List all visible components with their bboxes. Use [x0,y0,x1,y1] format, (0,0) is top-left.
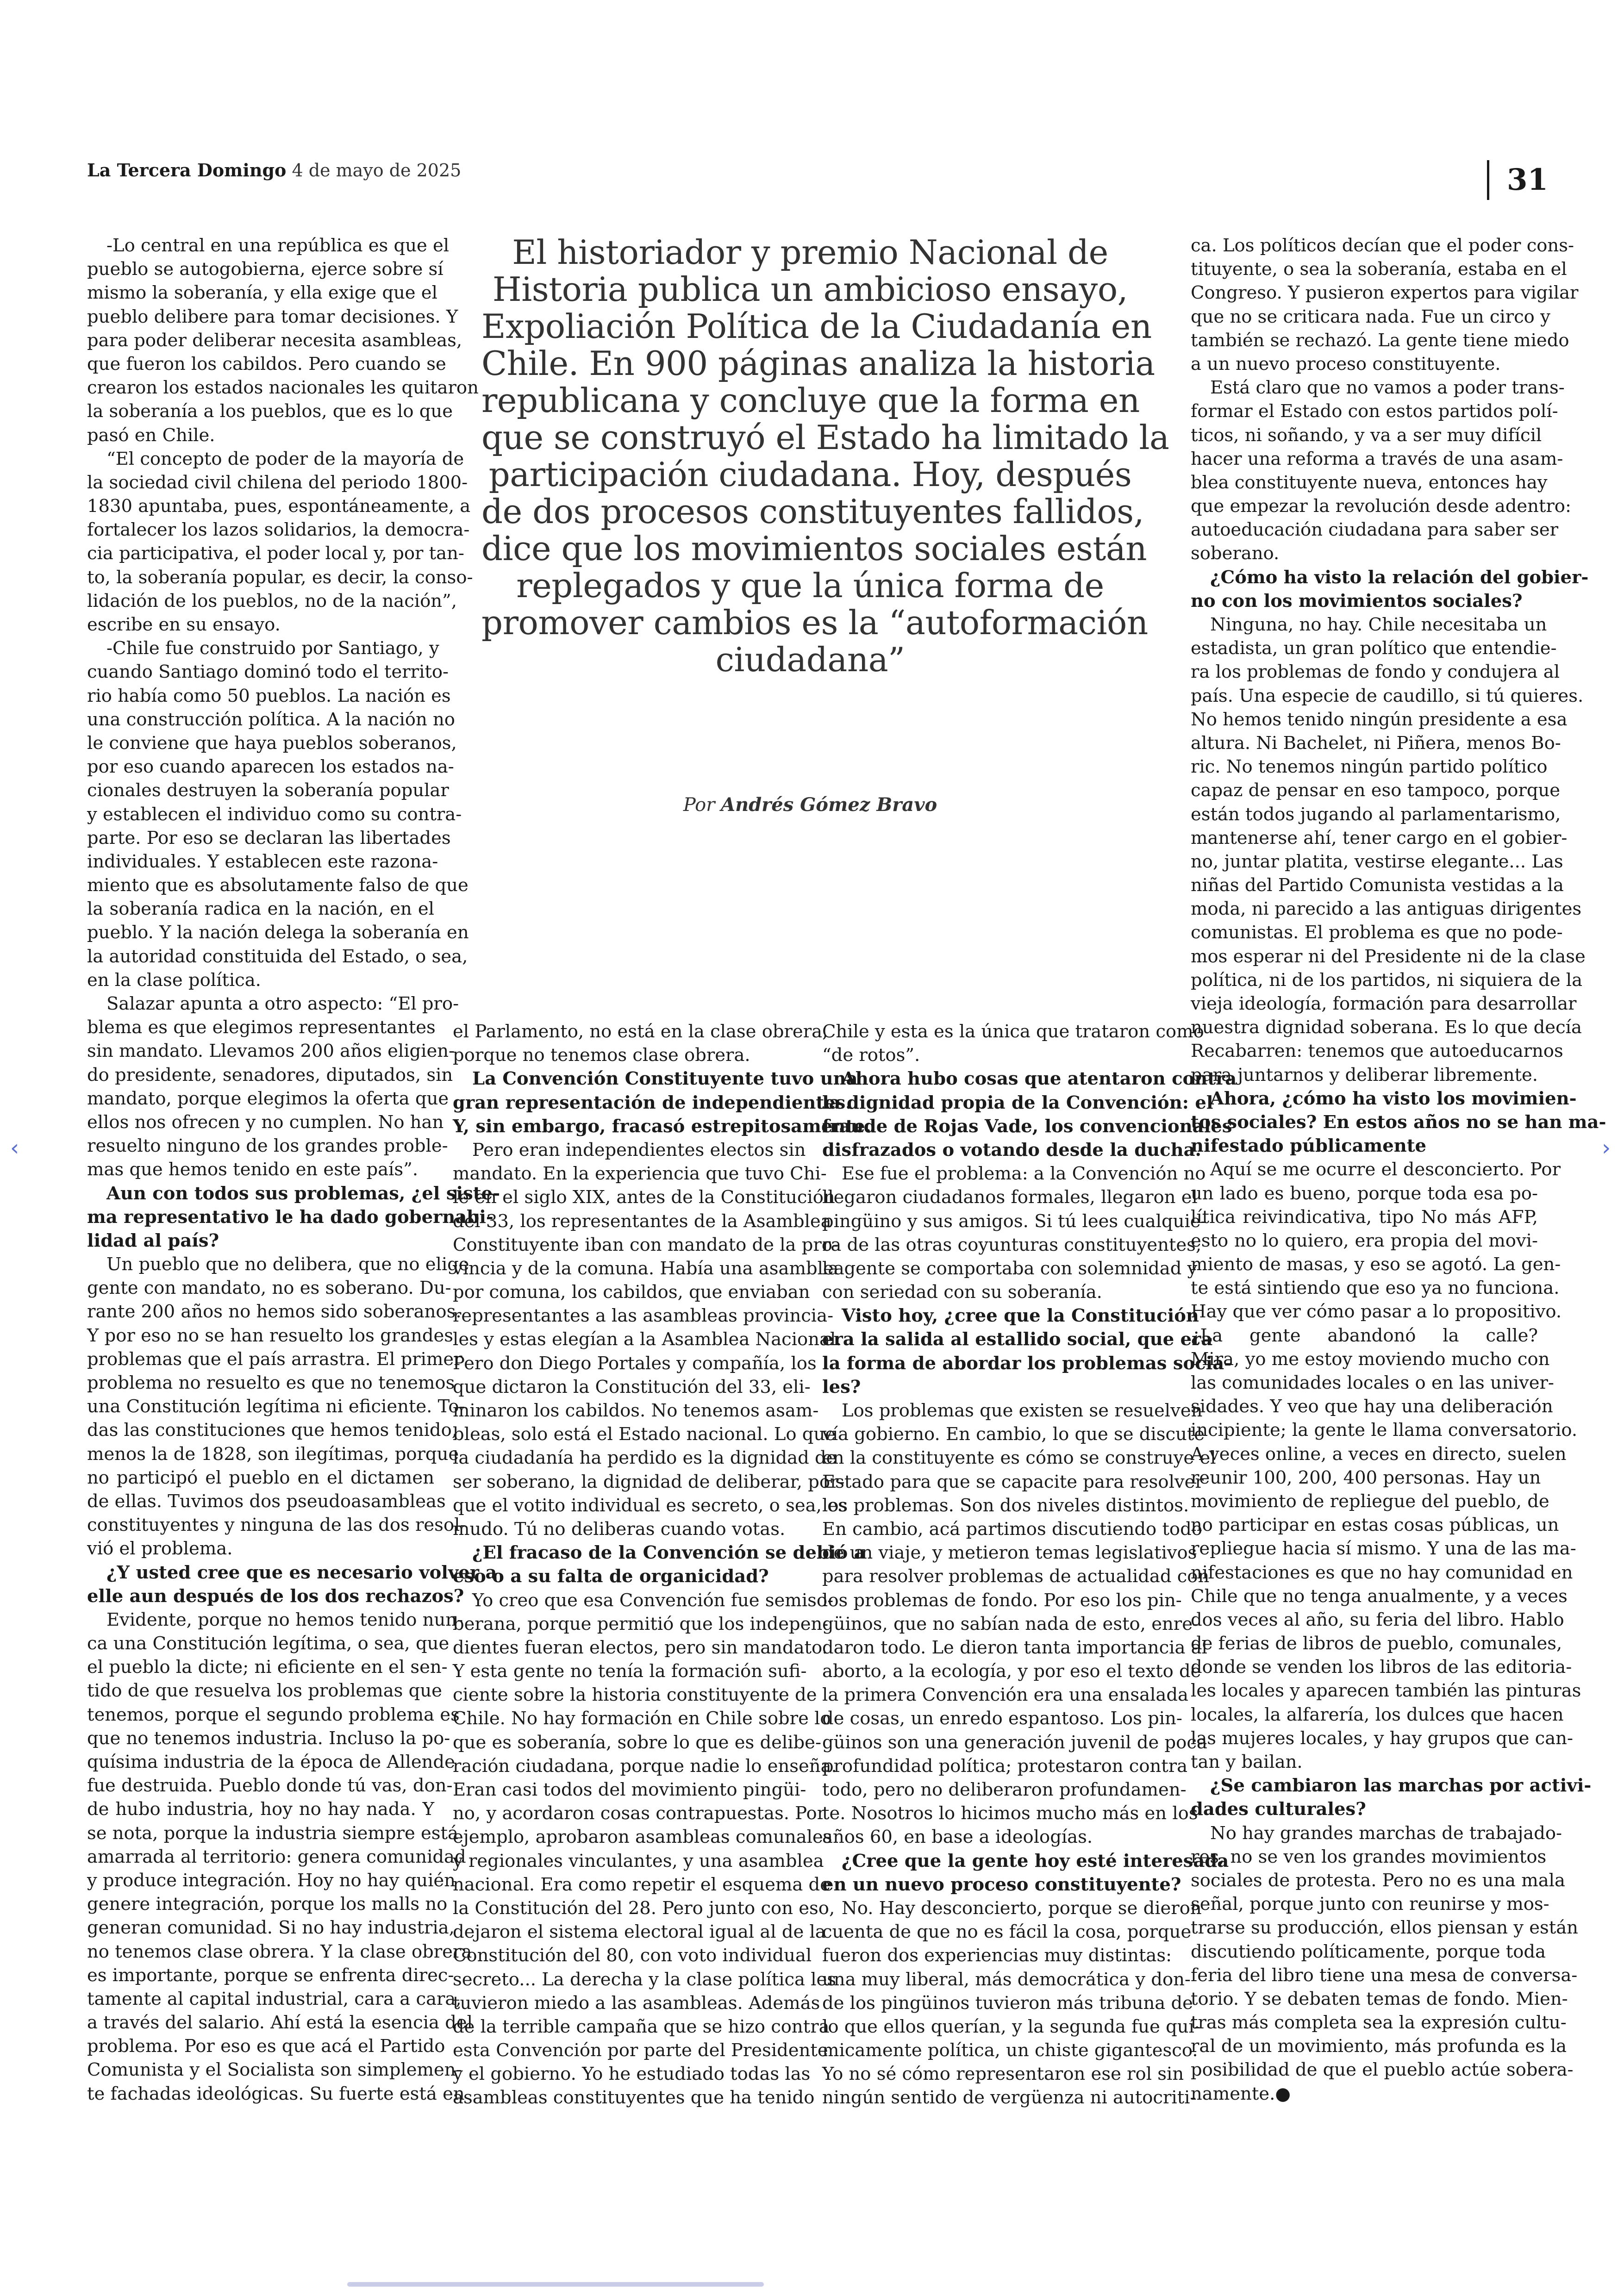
body-text-line: y regionales vinculantes, y una asamblea [453,1850,824,1871]
body-text-line: todo, pero no deliberaron profundamen- [822,1779,1187,1800]
body-text-line: No. Hay desconcierto, porque se dieron [842,1897,1202,1919]
body-text-line: Está claro que no vamos a poder trans- [1210,377,1565,399]
body-text-line: namente.● [1191,2083,1291,2104]
body-text-line: los problemas. Son dos niveles distintos. [822,1495,1189,1516]
body-text-line: y el gobierno. Yo he estudiado todas las [453,2064,811,2085]
interview-question-line: les? [822,1376,861,1397]
body-text-line: el Parlamento, no está en la clase obrera, [453,1021,828,1042]
body-text-line: locales, la alfarería, los dulces que hacen [1191,1704,1564,1725]
deck-line: participación ciudadana. Hoy, después [488,455,1132,494]
body-text-line: la Constitución del 28. Pero junto con eso, [453,1897,835,1919]
body-text-line: se nota, porque la industria siempre está [87,1822,458,1844]
body-text-line: fueron dos experiencias muy distintas: [822,1945,1172,1966]
body-text-line: menos la de 1828, son ilegítimas, porque [87,1443,459,1465]
body-text-line: ¿La gente abandonó la calle? [1191,1325,1538,1346]
interview-question-line: Visto hoy, ¿cree que la Constitución [842,1305,1199,1327]
body-text-line: una muy liberal, más democrática y don- [822,1969,1191,1990]
interview-question-line: elle aun después de los dos rechazos? [87,1585,464,1607]
body-text-line: to, la soberanía popular, es decir, la conso- [87,567,473,588]
body-text-line: pueblo delibere para tomar decisiones. Y [87,306,458,327]
body-text-line: Yo creo que esa Convención fue semiso- [472,1590,834,1611]
body-text-line: dientes fueran electos, pero sin mandato. [453,1637,828,1658]
interview-question-line: eso o a su falta de organicidad? [453,1566,769,1587]
page-header [87,160,461,181]
byline-author: Andrés Gómez Bravo [721,794,937,816]
body-text-line: la ciudadanía ha perdido es la dignidad de [453,1447,837,1469]
body-text-line: Mira, yo me estoy moviendo mucho con [1191,1348,1550,1370]
body-text-line: no participar en estas cosas públicas, un [1191,1515,1559,1536]
body-text-line: formar el Estado con estos partidos polí- [1191,401,1558,422]
body-text-line: un lado es bueno, porque toda esa po- [1191,1183,1538,1204]
body-text-line: pingüino y sus amigos. Si tú lees cualquie- [822,1210,1207,1232]
body-text-line: política, ni de los partidos, ni siquiera de la [1191,969,1583,991]
body-text-line: Un pueblo que no delibera, que no elige [106,1254,469,1275]
body-text-line: trarse su producción, ellos piensan y están [1191,1917,1578,1939]
body-text-line: secreto... La derecha y la clase política les [453,1969,837,1990]
body-text-line: sidades. Y veo que hay una deliberación [1191,1396,1553,1417]
body-text-line: no tenemos clase obrera. Y la clase obrera [87,1941,472,1962]
body-text-line: Constitución del 80, con voto individual [453,1945,812,1966]
body-text-line: Eran casi todos del movimiento pingüi- [453,1779,806,1800]
deck-line: Historia publica un ambicioso ensayo, [492,270,1128,309]
body-text-line: los problemas de fondo. Por eso los pin- [822,1590,1182,1611]
body-text-line: llegaron ciudadanos formales, llegaron el [822,1187,1198,1208]
body-text-line: “El concepto de poder de la mayoría de [106,448,464,469]
body-text-line: Estado para que se capacite para resolver [822,1471,1204,1492]
body-text-line: lidación de los pueblos, no de la nación”, [87,590,457,611]
body-text-line: a través del salario. Ahí está la esencia del [87,2012,473,2033]
body-text-line: comunistas. El problema es que no pode- [1191,922,1563,943]
interview-question-line: La Convención Constituyente tuvo una [472,1068,858,1090]
interview-question-line: disfrazados o votando desde la ducha. [822,1139,1201,1160]
body-text-line: de la terrible campaña que se hizo contra [453,2016,830,2037]
body-text-line: y produce integración. Hoy no hay quién [87,1870,456,1891]
body-text-line: mandato. En la experiencia que tuvo Chi- [453,1163,827,1185]
body-text-line: niñas del Partido Comunista vestidas a la [1191,875,1564,896]
body-text-line: nacional. Era como repetir el esquema de [453,1874,831,1895]
body-text-line: tuvieron miedo a las asambleas. Además [453,1992,820,2014]
body-text-line: discutiendo políticamente, porque toda [1191,1941,1546,1962]
interview-question-line: era la salida al estallido social, que era [822,1329,1213,1350]
body-text-line: vincia y de la comuna. Había una asamblea [453,1258,844,1279]
body-text-line: la soberanía radica en la nación, en el [87,898,434,920]
body-text-line: para juntarnos y deliberar libremente. [1191,1064,1538,1085]
body-text-line: Constituyente iban con mandato de la pro- [453,1234,838,1255]
body-text-line: problema. Por eso es que acá el Partido [87,2036,445,2057]
body-text-line: sociales de protesta. Pero no es una mala [1191,1870,1565,1891]
body-text-line: que no se criticara nada. Fue un circo y [1191,306,1550,327]
body-text-line: mos esperar ni del Presidente ni de la clase [1191,946,1586,967]
body-text-line: tamente al capital industrial, cara a cara, [87,1988,462,2009]
interview-question-line: tos sociales? En estos años no se han ma- [1191,1111,1606,1133]
body-text-line: daron todo. Le dieron tanta importancia al [822,1637,1207,1658]
body-text-line: de ellas. Tuvimos dos pseudoasambleas [87,1491,446,1512]
deck-line: promover cambios es la “autoformación [481,603,1148,642]
body-text-line: profundidad política; protestaron contra [822,1755,1188,1777]
body-text-line: En cambio, acá partimos discutiendo todo [822,1518,1202,1540]
body-text-line: reunir 100, 200, 400 personas. Hay un [1191,1467,1541,1488]
body-text-line: que fueron los cabildos. Pero cuando se [87,353,446,374]
body-text-line: repliegue hacia sí mismo. Y una de las ma- [1191,1538,1576,1559]
interview-question-line: en un nuevo proceso constituyente? [822,1874,1181,1895]
body-text-line: tras más completa sea la expresión cultu- [1191,2012,1567,2033]
body-text-line: feria del libro tiene una mesa de conversa- [1191,1964,1578,1986]
body-text-line: una Constitución legítima ni eficiente. To- [87,1396,465,1417]
body-text-line: crearon los estados nacionales les quitaron [87,377,479,399]
body-text-line: Pero eran independientes electos sin [472,1139,806,1160]
body-text-line: moda, ni parecido a las antiguas dirigentes [1191,898,1582,920]
interview-question-line: nifestado públicamente [1191,1135,1427,1157]
body-text-line: Aquí se me ocurre el desconcierto. Por [1210,1159,1561,1180]
interview-question-line: ma representativo le ha dado gobernabi- [87,1206,493,1228]
body-text-line: tituyente, o sea la soberanía, estaba en el [1191,259,1567,280]
body-text-line: parte. Por eso se declaran las libertades [87,827,451,848]
body-text-line: torio. Y se debaten temas de fondo. Mien- [1191,1988,1568,2009]
body-text-line: constituyentes y ninguna de las dos resol- [87,1515,466,1536]
prev-page-icon[interactable]: ‹ [10,1135,19,1161]
body-text-line: Chile y esta es la única que trataron como [822,1021,1204,1042]
body-text-line: de ferias de libros de pueblo, comunales, [1191,1633,1562,1654]
body-text-line: soberano. [1191,543,1280,564]
body-text-line: Hay que ver cómo pasar a lo propositivo. [1191,1301,1562,1322]
body-text-line: Comunista y el Socialista son simplemen- [87,2059,462,2081]
body-text-line: Congreso. Y pusieron expertos para vigilar [1191,282,1579,304]
body-text-line: que es soberanía, sobre lo que es delibe- [453,1732,821,1753]
body-text-line: tido de que resuelva los problemas que [87,1680,442,1702]
body-text-line: te fachadas ideológicas. Su fuerte está en [87,2083,465,2104]
body-text-line: escribe en su ensayo. [87,614,281,635]
body-text-line: la sociedad civil chilena del periodo 1800- [87,472,468,493]
body-text-line: lo que ellos querían, y la segunda fue quí- [822,2016,1200,2037]
body-text-line: amarrada al territorio: genera comunidad [87,1846,466,1867]
body-text-line: Recabarren: tenemos que autoeducarnos [1191,1041,1563,1062]
body-text-line: generan comunidad. Si no hay industria, [87,1917,455,1939]
body-text-line: nuestra dignidad soberana. Es lo que decía [1191,1017,1582,1038]
body-text-line: A veces online, a veces en directo, suelen [1191,1443,1567,1465]
body-text-line: te. Nosotros lo hicimos mucho más en los [822,1803,1198,1824]
body-text-line: pasó en Chile. [87,424,215,446]
body-text-line: res, no se ven los grandes movimientos [1191,1846,1547,1867]
interview-question-line: ¿El fracaso de la Convención se debió a [472,1542,866,1564]
body-text-line: vió el problema. [87,1538,233,1559]
horizontal-scrollbar[interactable] [347,2282,764,2287]
body-text-line: nifestaciones es que no hay comunidad en [1191,1562,1573,1583]
article-column-1 [87,234,500,2106]
body-text-line: 1830 apuntaba, pues, espontáneamente, a [87,496,471,517]
body-text-line: rio había como 50 pueblos. La nación es [87,685,451,706]
body-text-line: quísima industria de la época de Allende [87,1752,455,1772]
body-text-line: para poder deliberar necesita asambleas, [87,330,462,351]
body-text-line: sin mandato. Llevamos 200 años eligien- [87,1041,455,1062]
body-text-line: en la clase política. [87,969,261,991]
body-text-line: de los pingüinos tuvieron más tribuna de [822,1992,1193,2014]
interview-question-line: ¿Y usted cree que es necesario volver a [106,1562,497,1583]
body-text-line: con seriedad con su soberanía. [822,1282,1102,1303]
body-text-line: esto no lo quiero, era propia del movi- [1191,1230,1538,1251]
body-text-line: ca. Los políticos decían que el poder cons- [1191,235,1574,256]
body-text-line: la primera Convención era una ensalada [822,1684,1188,1706]
interview-question-line: dades culturales? [1191,1799,1366,1820]
body-text-line: ser soberano, la dignidad de deliberar, por- [453,1471,845,1492]
body-text-line: lítica reivindicativa, tipo No más AFP, [1191,1206,1538,1228]
body-text-line: mismo la soberanía, y ella exige que el [87,282,437,304]
interview-question-line: ¿Cómo ha visto la relación del gobier- [1210,567,1589,588]
interview-question-line: lidad al país? [87,1230,219,1251]
interview-question-line: ¿Se cambiaron las marchas por activi- [1210,1775,1592,1796]
body-text-line: mantenerse ahí, tener cargo en el gobier- [1191,827,1568,848]
body-text-line: le conviene que haya pueblos soberanos, [87,732,457,754]
interview-question-line: gran representación de independientes. [453,1092,852,1113]
body-text-line: vía gobierno. En cambio, lo que se discute [822,1424,1205,1445]
body-text-line: incipiente; la gente le llama conversatorio. [1191,1420,1578,1441]
body-text-line: ración ciudadana, porque nadie lo enseña. [453,1755,837,1777]
body-text-line: ra de las otras coyunturas constituyentes, [822,1234,1202,1255]
body-text-line: ciente sobre la historia constituyente de [453,1684,817,1706]
body-text-line: le en el siglo XIX, antes de la Constitución [453,1187,835,1208]
body-text-line: les y estas elegían a la Asamblea Nacional. [453,1329,842,1350]
publication-name: La Tercera Domingo [87,160,287,181]
body-text-line: blea constituyente nueva, entonces hay [1191,472,1548,493]
deck-line: republicana y concluye que la forma en [481,381,1140,420]
deck-line: de dos procesos constituyentes fallidos, [481,492,1144,531]
body-text-line: las comunidades locales o en las univer- [1191,1372,1554,1393]
body-text-line: señal, porque junto con reunirse y mos- [1191,1894,1549,1915]
body-text-line: vieja ideología, formación para desarrollar [1191,993,1577,1014]
body-text-line: no, juntar platita, vestirse elegante... Las [1191,851,1563,872]
body-text-line: es importante, porque se enfrenta direc- [87,1964,454,1986]
body-text-line: movimiento de repliegue del pueblo, de [1191,1491,1549,1512]
body-text-line: -Chile fue construido por Santiago, y [106,638,439,659]
body-text-line: ca una Constitución legítima, o sea, que [87,1633,450,1654]
body-text-line: la gente se comportaba con solemnidad y [822,1258,1198,1279]
body-text-line: tan y bailan. [1191,1752,1303,1772]
body-text-line: miento que es absolutamente falso de que [87,875,468,896]
interview-question-line: no con los movimientos sociales? [1191,590,1523,611]
body-text-line: bleas, solo está el Estado nacional. Lo que [453,1424,836,1445]
deck-line: ciudadana” [715,640,905,679]
body-text-line: mudo. Tú no deliberas cuando votas. [453,1518,786,1540]
body-text-line: dejaron el sistema electoral igual al de la [453,1921,826,1943]
body-text-line: minaron los cabildos. No tenemos asam- [453,1400,819,1421]
body-text-line: berana, porque permitió que los indepen- [453,1613,829,1634]
body-text-line: Y esta gente no tenía la formación sufi- [453,1661,807,1682]
body-text-line: Chile que no tenga anualmente, y a veces [1191,1585,1568,1607]
body-text-line: años 60, en base a ideologías. [822,1827,1093,1848]
body-text-line: no, y acordaron cosas contrapuestas. Por [453,1803,826,1824]
publication-date: 4 de mayo de 2025 [292,160,462,181]
body-text-line: que dictaron la Constitución del 33, eli- [453,1376,811,1397]
body-text-line: de un viaje, y metieron temas legislativos [822,1542,1197,1564]
body-text-line: No hay grandes marchas de trabajado- [1210,1822,1562,1844]
body-text-line: capaz de pensar en eso tampoco, porque [1191,780,1561,801]
body-text-line: blema es que elegimos representantes [87,1017,436,1038]
body-text-line: resuelto ninguno de los grandes proble- [87,1135,448,1157]
body-text-line: a un nuevo proceso constituyente. [1191,353,1501,374]
body-text-line: No hemos tenido ningún presidente a esa [1191,709,1568,730]
body-text-line: pueblo. Y la nación delega la soberanía en [87,922,469,943]
body-text-line: individuales. Y establecen este razona- [87,851,438,872]
body-text-line: ric. No tenemos ningún partido político [1191,756,1548,778]
body-text-line: país. Una especie de caudillo, si tú quieres. [1191,685,1584,706]
body-text-line: altura. Ni Bachelet, ni Piñera, menos Bo- [1191,732,1561,754]
body-text-line: les locales y aparecen también las pinturas [1191,1680,1581,1702]
body-text-line: que empezar la revolución desde adentro: [1191,496,1571,517]
body-text-line: Evidente, porque no hemos tenido nun- [106,1609,463,1630]
body-text-line: rante 200 años no hemos sido soberanos. [87,1301,462,1322]
deck-line: Chile. En 900 páginas analiza la historia [481,344,1155,383]
body-text-line: mandato, porque elegimos la oferta que [87,1088,449,1109]
article-column-3 [822,1020,1237,2110]
body-text-line: ellos nos ofrecen y no cumplen. No han [87,1111,444,1133]
body-text-line: una construcción política. A la nación no [87,709,455,730]
interview-question-line: Y, sin embargo, fracasó estrepitosamente. [453,1116,872,1137]
deck-line: que se construyó el Estado ha limitado la [481,418,1169,457]
body-text-line: que no tenemos industria. Incluso la po- [87,1727,450,1749]
interview-question-line: Ahora, ¿cómo ha visto los movimien- [1210,1088,1577,1109]
body-text-line: das las constituciones que hemos tenido, [87,1420,457,1441]
body-text-line: porque no tenemos clase obrera. [453,1045,750,1066]
body-text-line: que el votito individual es secreto, o sea, es [453,1495,847,1516]
body-text-line: miento de masas, y eso se agotó. La gen- [1191,1254,1561,1275]
byline [481,794,1139,816]
deck-line: El historiador y premio Nacional de [512,233,1108,272]
body-text-line: Y por eso no se han resuelto los grandes [87,1325,454,1346]
body-text-line: posibilidad de que el pueblo actúe sobera- [1191,2059,1574,2081]
body-text-line: Chile. No hay formación en Chile sobre lo [453,1708,831,1729]
body-text-line: de hubo industria, hoy no hay nada. Y [87,1799,434,1820]
body-text-line: estadista, un gran político que entendie- [1191,638,1557,659]
body-text-line: representantes a las asambleas provincia- [453,1305,834,1327]
body-text-line: cuenta de que no es fácil la cosa, porque [822,1921,1192,1943]
body-text-line: tenemos, porque el segundo problema es [87,1704,460,1725]
body-text-line: del 33, los representantes de la Asamblea [453,1210,831,1232]
body-text-line: cia participativa, el poder local y, por tan- [87,543,464,564]
body-text-line: güinos son una generación juvenil de poca [822,1732,1207,1753]
article-column-4 [1191,234,1606,2106]
body-text-line: gente con mandato, no es soberano. Du- [87,1278,451,1299]
interview-question-line: la dignidad propia de la Convención: el [822,1092,1213,1113]
article-deck [481,233,1169,679]
body-text-line: aborto, a la ecología, y por eso el texto de [822,1661,1201,1682]
body-text-line: te está sintiendo que eso ya no funciona. [1191,1278,1560,1299]
body-text-line: micamente política, un chiste gigantesco. [822,2040,1198,2061]
page-number: 31 [1487,160,1548,200]
body-text-line: problemas que el país arrastra. El primer [87,1348,462,1370]
body-text-line: Ninguna, no hay. Chile necesitaba un [1210,614,1547,635]
body-text-line: mas que hemos tenido en este país”. [87,1159,418,1180]
body-text-line: Yo no sé cómo representaron ese rol sin [822,2064,1184,2085]
body-text-line: por eso cuando aparecen los estados na- [87,756,454,778]
body-text-line: ticos, ni soñando, y va a ser muy difícil [1191,424,1542,446]
body-text-line: las mujeres locales, y hay grupos que can- [1191,1727,1573,1749]
interview-question-line: ¿Cree que la gente hoy esté interesada [842,1850,1229,1871]
interview-question-line: la forma de abordar los problemas socia- [822,1353,1232,1374]
body-text-line: do presidente, senadores, diputados, sin [87,1064,453,1085]
body-text-line: donde se venden los libros de las editoria- [1191,1657,1572,1678]
body-text-line: asambleas constituyentes que ha tenido [453,2087,815,2108]
body-text-line: la soberanía a los pueblos, que es lo que [87,401,453,422]
deck-line: dice que los movimientos sociales están [481,529,1147,568]
body-text-line: esta Convención por parte del Presidente [453,2040,828,2061]
interview-question-line: Ahora hubo cosas que atentaron contra [842,1068,1237,1090]
body-text-line: Ese fue el problema: a la Convención no [842,1163,1206,1185]
body-text-line: están todos jugando al parlamentarismo, [1191,804,1561,825]
body-text-line: cionales destruyen la soberanía popular [87,780,449,801]
body-text-line: cuando Santiago dominó todo el territo- [87,661,449,683]
deck-line: Expoliación Política de la Ciudadanía en [481,307,1152,346]
body-text-line: güinos, que no sabían nada de esto, enre- [822,1613,1199,1634]
body-text-line: de cosas, un enredo espantoso. Los pin- [822,1708,1182,1729]
body-text-line: ningún sentido de vergüenza ni autocriti- [822,2087,1196,2108]
body-text-line: por comuna, los cabildos, que enviaban [453,1282,810,1303]
body-text-line: fue destruida. Pueblo donde tú vas, don- [87,1775,453,1796]
body-text-line: Salazar apunta a otro aspecto: “El pro- [106,993,459,1014]
body-text-line: dos veces al año, su feria del libro. Hablo [1191,1609,1564,1630]
body-text-line: y establecen el individuo como su contra- [87,804,462,825]
body-text-line: hacer una reforma a través de una asam- [1191,448,1563,469]
body-text-line: genere integración, porque los malls no [87,1894,448,1915]
interview-question-line: Aun con todos sus problemas, ¿el siste- [106,1183,500,1204]
body-text-line: en la constituyente es cómo se construye el [822,1447,1216,1469]
interview-question-line: fraude de Rojas Vade, los convencionales [822,1116,1232,1137]
body-text-line: autoeducación ciudadana para saber ser [1191,519,1559,541]
body-text-line: problema no resuelto es que no tenemos [87,1372,455,1393]
body-text-line: Los problemas que existen se resuelven [842,1400,1203,1421]
next-page-icon[interactable]: › [1602,1135,1611,1161]
body-text-line: la autoridad constituida del Estado, o sea, [87,946,468,967]
deck-line: replegados y que la única forma de [516,566,1104,605]
body-text-line: ra los problemas de fondo y condujera al [1191,661,1560,683]
body-text-line: pueblo se autogobierna, ejerce sobre sí [87,259,443,280]
body-text-line: fortalecer los lazos solidarios, la democra- [87,519,470,541]
body-text-line: ejemplo, aprobaron asambleas comunales [453,1827,832,1848]
body-text-line: no participó el pueblo en el dictamen [87,1467,434,1488]
body-text-line: ral de un movimiento, más profunda es la [1191,2036,1567,2057]
body-text-line: también se rechazó. La gente tiene miedo [1191,330,1569,351]
body-text-line: -Lo central en una república es que el [106,235,450,256]
body-text-line: Pero don Diego Portales y compañía, los [453,1353,817,1374]
body-text-line: el pueblo la dicte; ni eficiente en el sen- [87,1657,448,1678]
byline-prefix: Por [683,794,715,816]
body-text-line: para resolver problemas de actualidad con [822,1566,1210,1587]
body-text-line: “de rotos”. [822,1045,920,1066]
